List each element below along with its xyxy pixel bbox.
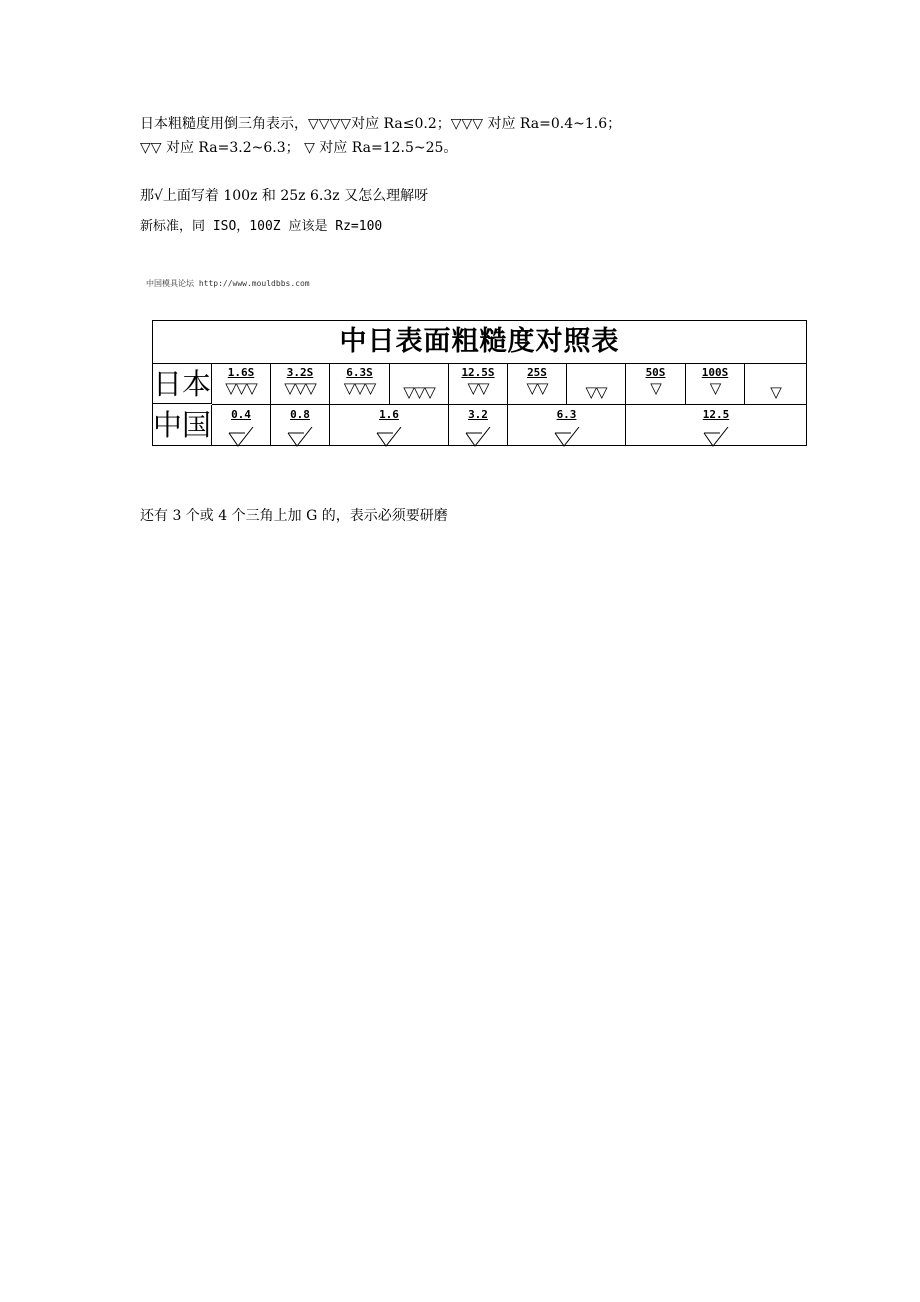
jp-value: 1.6S [227, 366, 255, 379]
jp-value: 3.2S [286, 366, 314, 379]
cn-cell [626, 405, 806, 445]
triangle-icon: ▽▽▽ [284, 379, 316, 397]
jp-cell [449, 364, 508, 405]
triangle-icon: ▽▽▽ [343, 379, 376, 397]
triangle-icon: ▽▽▽ [225, 379, 257, 397]
roughness-check-icon [223, 427, 259, 447]
cn-value: 0.4 [231, 408, 251, 421]
jp-cell [626, 364, 686, 405]
jp-cell [390, 364, 449, 405]
triangle-icon: ▽ [709, 379, 721, 397]
jp-value: 12.5S [461, 366, 495, 379]
roughness-check-icon [698, 427, 734, 447]
jp-cell [212, 364, 271, 405]
triangle-icon: ▽▽ [585, 383, 607, 401]
cn-cell [271, 405, 330, 445]
jp-cell [567, 364, 626, 405]
cn-value: 0.8 [290, 408, 310, 421]
triangle-icon: ▽▽ [526, 379, 548, 397]
roughness-check-icon [460, 427, 496, 447]
row-label-china: 中国 [153, 405, 212, 445]
jp-value: 100S [701, 366, 729, 379]
triangle-icon: ▽▽▽ [403, 383, 435, 401]
triangle-icon: ▽ [770, 383, 781, 401]
triangle-icon: ▽ [650, 379, 661, 397]
jp-value: 50S [645, 366, 666, 379]
cn-value: 12.5 [702, 408, 730, 421]
cn-value: 1.6 [379, 408, 399, 421]
row-label-japan: 日本 [153, 364, 212, 404]
text-line-3: 那√上面写着 100z 和 25z 6.3z 又怎么理解呀 [140, 188, 429, 204]
jp-cell [745, 364, 806, 405]
cn-cell [330, 405, 449, 445]
roughness-check-icon [282, 427, 318, 447]
jp-cell [330, 364, 390, 405]
cn-value: 3.2 [468, 408, 488, 421]
image-watermark: 中国模具论坛 http://www.mouldbbs.com [146, 279, 310, 288]
jp-value: 6.3S [346, 366, 373, 379]
text-line-2: ▽▽ 对应 Ra=3.2~6.3； ▽ 对应 Ra=12.5~25。 [140, 140, 458, 156]
triangle-icon: ▽▽ [467, 379, 489, 397]
roughness-check-icon [371, 427, 407, 447]
roughness-comparison-table [152, 320, 807, 446]
table-title: 中日表面粗糙度对照表 [153, 321, 806, 364]
jp-cell [686, 364, 745, 405]
roughness-check-icon [549, 427, 585, 447]
jp-cell [271, 364, 330, 405]
cn-cell [212, 405, 271, 445]
text-line-4: 新标准，同 ISO，100Z 应该是 Rz=100 [140, 219, 383, 234]
jp-value: 25S [527, 366, 547, 379]
jp-cell [508, 364, 567, 405]
cn-cell [508, 405, 626, 445]
text-line-1: 日本粗糙度用倒三角表示，▽▽▽▽对应 Ra≤0.2；▽▽▽ 对应 Ra=0.4~1.6； [140, 116, 622, 132]
text-line-5: 还有 3 个或 4 个三角上加 G 的，表示必须要研磨 [140, 508, 448, 524]
cn-value: 6.3 [556, 408, 577, 421]
cn-cell [449, 405, 508, 445]
